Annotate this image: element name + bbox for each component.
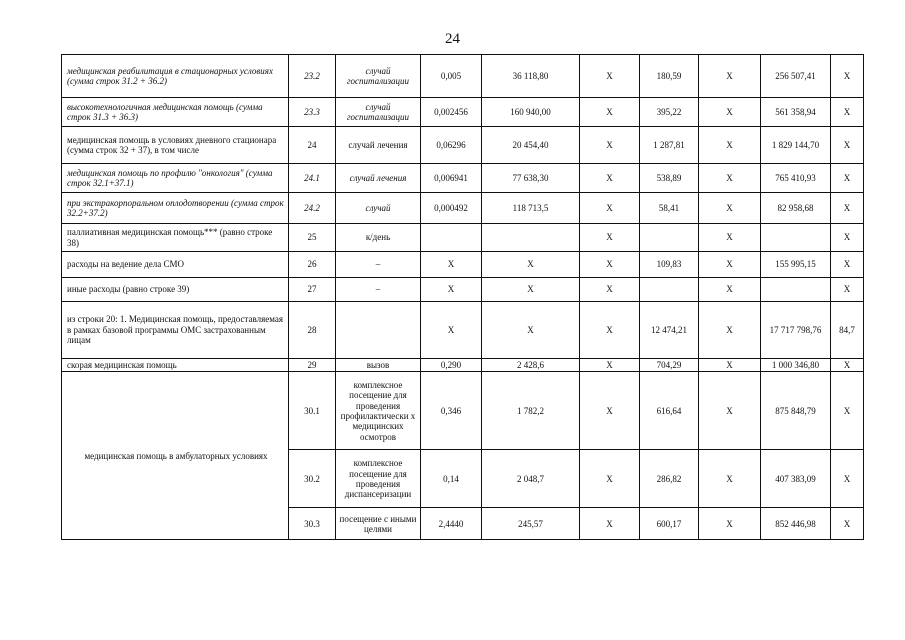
row-norm <box>421 224 482 252</box>
row-code: 28 <box>289 302 336 359</box>
table-row <box>62 278 864 302</box>
row-cost: X <box>482 302 580 359</box>
row-cost: 2 428,6 <box>482 359 580 372</box>
row-col9: X <box>831 359 864 372</box>
row-col8: 875 848,79 <box>761 372 831 450</box>
row-col8 <box>761 224 831 252</box>
row-col6: 616,64 <box>640 372 699 450</box>
row-unit: – <box>336 252 421 278</box>
page-number: 24 <box>445 31 460 47</box>
row-name: медицинская помощь по профилю "онкология" (сумма строк 32.1+37.1) <box>62 164 289 193</box>
row-unit <box>336 302 421 359</box>
row-cost: 2 048,7 <box>482 450 580 508</box>
row-cost: X <box>482 278 580 302</box>
row-col5: X <box>580 372 640 450</box>
row-col5: X <box>580 193 640 224</box>
row-cost: 1 782,2 <box>482 372 580 450</box>
row-name: медицинская реабилитация в стационарных условиях (сумма строк 31.2 + 36.2) <box>62 55 289 98</box>
row-norm: 0,002456 <box>421 98 482 127</box>
row-col5: X <box>580 55 640 98</box>
row-cost: 245,57 <box>482 508 580 540</box>
row-col7: X <box>699 450 761 508</box>
row-col6: 704,29 <box>640 359 699 372</box>
row-col5: X <box>580 302 640 359</box>
row-code: 23.3 <box>289 98 336 127</box>
table-row <box>62 55 864 98</box>
row-col7: X <box>699 224 761 252</box>
row-col8: 82 958,68 <box>761 193 831 224</box>
row-code: 23.2 <box>289 55 336 98</box>
row-name: паллиативная медицинская помощь*** (равно строке 38) <box>62 224 289 252</box>
table-row <box>62 359 864 372</box>
row-code: 30.3 <box>289 508 336 540</box>
row-col6: 538,89 <box>640 164 699 193</box>
row-col8: 1 829 144,70 <box>761 127 831 164</box>
row-col8: 155 995,15 <box>761 252 831 278</box>
row-name: при экстракорпоральном оплодотворении (сумма строк 32.2+37.2) <box>62 193 289 224</box>
row-name: высокотехнологичная медицинская помощь (сумма строк 31.3 + 36.3) <box>62 98 289 127</box>
row-col5: X <box>580 450 640 508</box>
row-norm: 0,290 <box>421 359 482 372</box>
financing-table <box>61 54 864 540</box>
row-name: скорая медицинская помощь <box>62 359 289 372</box>
row-code: 30.2 <box>289 450 336 508</box>
table-body <box>62 55 864 540</box>
table-row <box>62 302 864 359</box>
row-col8: 1 000 346,80 <box>761 359 831 372</box>
row-col9: X <box>831 508 864 540</box>
row-col9: X <box>831 98 864 127</box>
row-norm: X <box>421 252 482 278</box>
ambulatory-name: медицинская помощь в амбулаторных условиях <box>62 372 289 540</box>
row-col7: X <box>699 98 761 127</box>
row-col7: X <box>699 302 761 359</box>
row-unit: случай госпитализации <box>336 98 421 127</box>
row-col6: 600,17 <box>640 508 699 540</box>
row-norm: X <box>421 302 482 359</box>
table-row <box>62 164 864 193</box>
row-col5: X <box>580 359 640 372</box>
row-col7: X <box>699 508 761 540</box>
row-cost: X <box>482 252 580 278</box>
row-col8: 561 358,94 <box>761 98 831 127</box>
row-code: 29 <box>289 359 336 372</box>
row-unit: к/день <box>336 224 421 252</box>
row-code: 24 <box>289 127 336 164</box>
row-col9: X <box>831 252 864 278</box>
row-col8: 17 717 798,76 <box>761 302 831 359</box>
row-unit: случай госпитализации <box>336 55 421 98</box>
table-row <box>62 98 864 127</box>
row-norm: 0,006941 <box>421 164 482 193</box>
table-row <box>62 224 864 252</box>
row-norm: 0,346 <box>421 372 482 450</box>
row-col7: X <box>699 359 761 372</box>
table-row <box>62 252 864 278</box>
row-col5: X <box>580 278 640 302</box>
row-code: 25 <box>289 224 336 252</box>
row-col5: X <box>580 252 640 278</box>
row-col9: X <box>831 278 864 302</box>
row-col9: 84,7 <box>831 302 864 359</box>
row-col5: X <box>580 224 640 252</box>
row-cost: 160 940,00 <box>482 98 580 127</box>
table-row <box>62 372 864 450</box>
row-col5: X <box>580 164 640 193</box>
row-unit: случай лечения <box>336 164 421 193</box>
row-col7: X <box>699 252 761 278</box>
row-col7: X <box>699 164 761 193</box>
row-cost: 20 454,40 <box>482 127 580 164</box>
row-col9: X <box>831 193 864 224</box>
row-col6 <box>640 224 699 252</box>
row-code: 27 <box>289 278 336 302</box>
row-col6 <box>640 278 699 302</box>
row-col7: X <box>699 193 761 224</box>
row-name: расходы на ведение дела СМО <box>62 252 289 278</box>
row-cost: 36 118,80 <box>482 55 580 98</box>
row-col9: X <box>831 164 864 193</box>
row-col7: X <box>699 127 761 164</box>
row-unit: случай <box>336 193 421 224</box>
row-col9: X <box>831 450 864 508</box>
row-col9: X <box>831 127 864 164</box>
row-unit: комплексное посещение для проведения профилактически х медицинских осмотров <box>336 372 421 450</box>
row-col5: X <box>580 508 640 540</box>
row-cost: 118 713,5 <box>482 193 580 224</box>
row-norm: 0,14 <box>421 450 482 508</box>
row-col9: X <box>831 55 864 98</box>
row-col6: 286,82 <box>640 450 699 508</box>
row-norm: 0,005 <box>421 55 482 98</box>
row-col7: X <box>699 372 761 450</box>
row-norm: X <box>421 278 482 302</box>
row-col6: 1 287,81 <box>640 127 699 164</box>
row-col5: X <box>580 98 640 127</box>
row-col8: 407 383,09 <box>761 450 831 508</box>
row-unit: посещение с иными целями <box>336 508 421 540</box>
row-norm: 2,4440 <box>421 508 482 540</box>
row-col9: X <box>831 224 864 252</box>
row-unit: вызов <box>336 359 421 372</box>
row-name: медицинская помощь в условиях дневного стационара (сумма строк 32 + 37), в том числе <box>62 127 289 164</box>
row-col5: X <box>580 127 640 164</box>
row-col6: 12 474,21 <box>640 302 699 359</box>
row-code: 26 <box>289 252 336 278</box>
row-name: иные расходы (равно строке 39) <box>62 278 289 302</box>
row-unit: случай лечения <box>336 127 421 164</box>
row-cost: 77 638,30 <box>482 164 580 193</box>
row-col9: X <box>831 372 864 450</box>
row-col8: 256 507,41 <box>761 55 831 98</box>
row-col6: 109,83 <box>640 252 699 278</box>
row-col8 <box>761 278 831 302</box>
row-norm: 0,000492 <box>421 193 482 224</box>
row-norm: 0,06296 <box>421 127 482 164</box>
row-code: 24.2 <box>289 193 336 224</box>
row-code: 24.1 <box>289 164 336 193</box>
row-col6: 58,41 <box>640 193 699 224</box>
row-col6: 395,22 <box>640 98 699 127</box>
row-cost <box>482 224 580 252</box>
row-col8: 852 446,98 <box>761 508 831 540</box>
row-unit: комплексное посещение для проведения диспансеризации <box>336 450 421 508</box>
row-col6: 180,59 <box>640 55 699 98</box>
row-code: 30.1 <box>289 372 336 450</box>
table-row <box>62 127 864 164</box>
row-name: из строки 20: 1. Медицинская помощь, предоставляемая в рамках базовой программы ОМС застрахованным лицам <box>62 302 289 359</box>
row-col8: 765 410,93 <box>761 164 831 193</box>
row-unit: – <box>336 278 421 302</box>
row-col7: X <box>699 55 761 98</box>
row-col7: X <box>699 278 761 302</box>
table-row <box>62 193 864 224</box>
